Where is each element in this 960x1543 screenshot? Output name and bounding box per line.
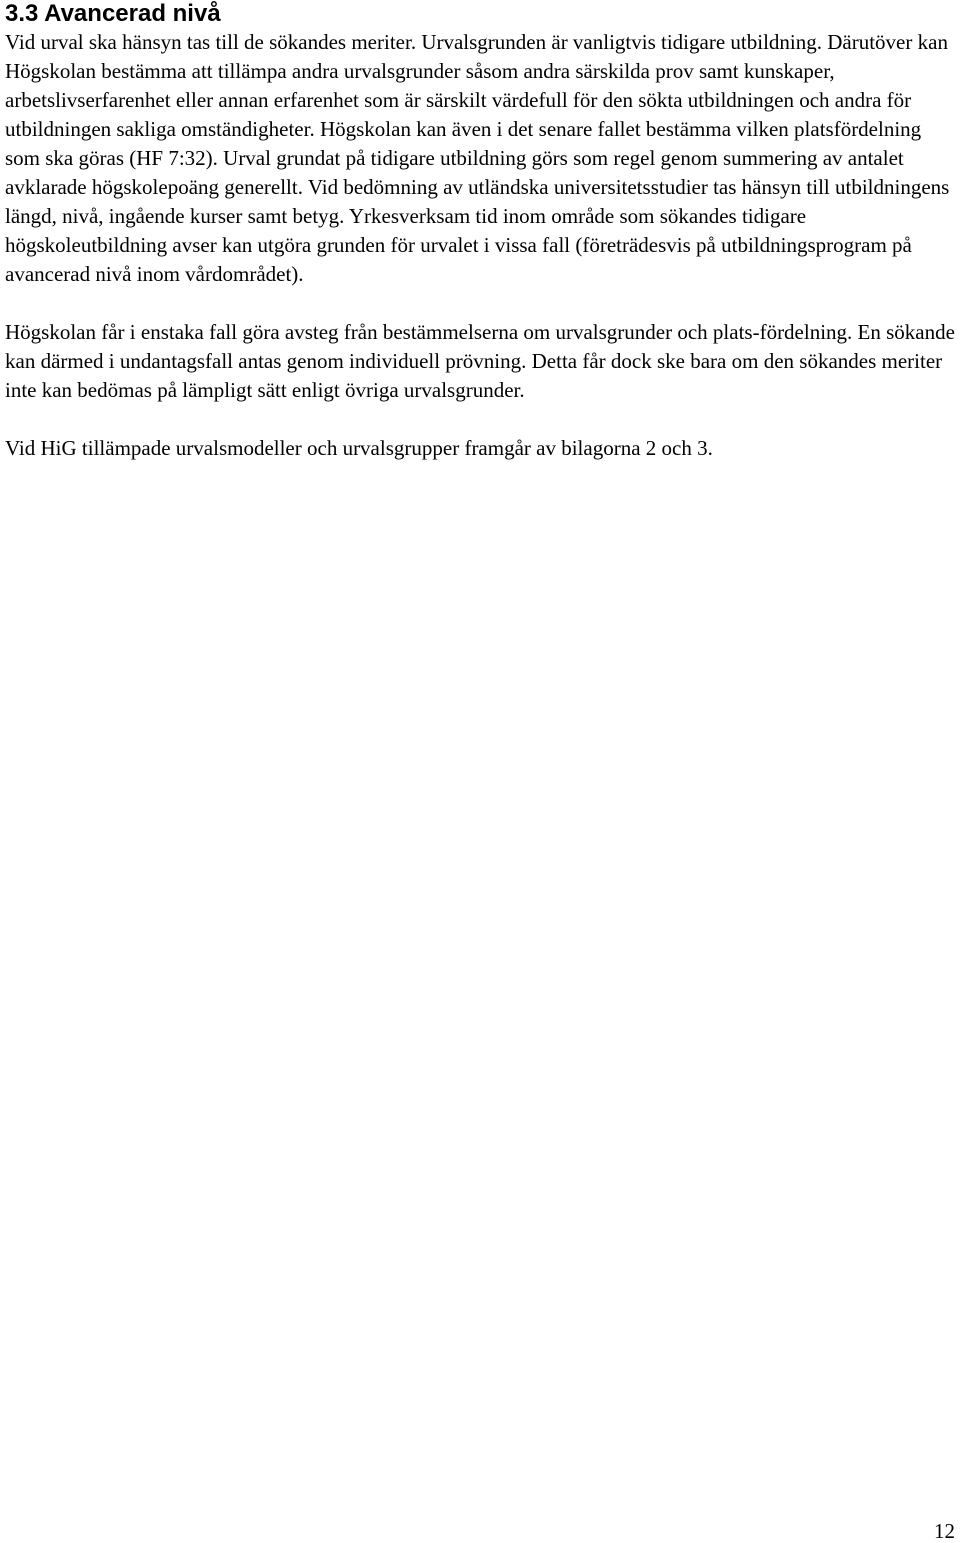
paragraph-urval-meriter: Vid urval ska hänsyn tas till de sökandes meriter. Urvalsgrunden är vanligtvis tidigare utbildning. Därutöver kan Högskolan bestämma att tillämpa andra urvalsgrunder såsom andra särskilda prov samt kunskaper, arbetslivserfarenhet eller annan erfarenhet som är särskilt värdefull för den sökta utbildningen och andra för utbildningen sakliga omständigheter. Högskolan kan även i det senare fallet bestämma vilken platsfördelning som ska göras (HF 7:32). Urval grundat på tidigare utbildning görs som regel genom summering av antalet avklarade högskolepoäng generellt. Vid bedömning av utländska universitetsstudier tas hänsyn till utbildningens längd, nivå, ingående kurser samt betyg. Yrkesverksam tid inom område som sökandes tidigare högskoleutbildning avser kan utgöra grunden för urvalet i vissa fall (företrädesvis på utbildningsprogram på avancerad nivå inom vårdområdet). [5,30,950,286]
paragraph-spacer [5,405,960,434]
section-heading: 3.3 Avancerad nivå [5,0,221,27]
document-page [5,0,960,463]
paragraph-avsteg: Högskolan får i enstaka fall göra avsteg från bestämmelserna om urvalsgrunder och plats-fördelning. En sökande kan därmed i undantagsfall antas genom individuell prövning. Detta får dock ske bara om den sökandes meriter inte kan bedömas på lämpligt sätt enligt övriga urvalsgrunder. [5,320,955,402]
page-number: 12 [934,1519,955,1543]
paragraph-urvalsmodeller: Vid HiG tillämpade urvalsmodeller och urvalsgrupper framgår av bilagorna 2 och 3. [5,436,713,460]
paragraph-spacer [5,289,960,318]
